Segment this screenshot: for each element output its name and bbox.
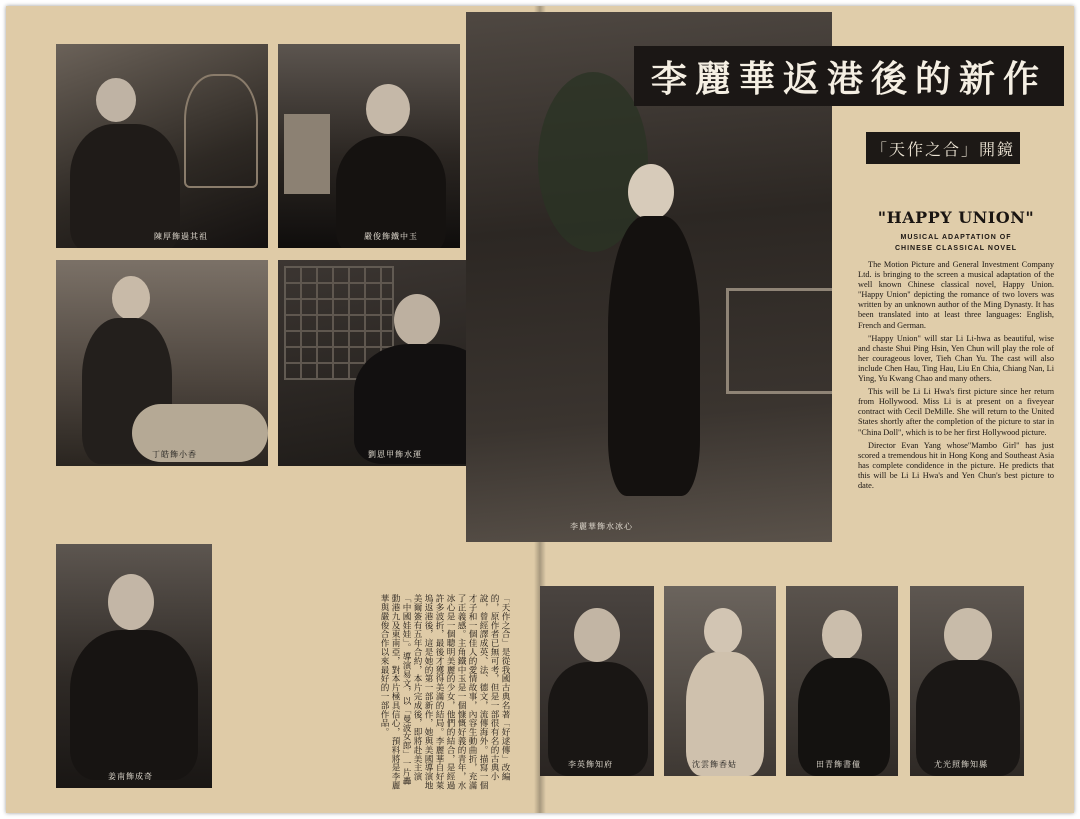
photo-shen-yun (664, 586, 776, 776)
photo-tien-ching (786, 586, 898, 776)
caption-1: 陳厚飾過其祖 (154, 232, 208, 241)
english-subtitle-line-2: CHINESE CLASSICAL NOVEL (894, 245, 1018, 252)
chinese-article-text: 「天作之合」是從我國古典名著「好逑傳」改編的，原作者已無可考，但是一部很有名的古典小說，曾經譯成英、法、德文，流傳海外。描寫一個才子和一個佳人的愛情故事，內容生動曲折，充滿了正義感。主角鐵中玉是一個慷慨好義的青年，水冰心是一個聰明美麗的少女，他們的結合，是經過許多波折，最後才獲得美滿的結局。李麗華自好萊塢返港後，這是她的第一部新作，她與美國導演地美爾簽有五年合約，本片完成後，即將赴美主演「中國娃娃」。導演易文，以「曼波女郎」一片轟動港九及東南亞，對本片極具信心，預料將是李麗華與嚴俊合作以來最好的一部作品。 (379, 594, 510, 790)
photo-li-ying (540, 586, 654, 776)
left-page (6, 6, 540, 813)
english-subtitle (858, 232, 1054, 254)
english-paragraph-3: This will be Li Li Hwa's first picture since her return from Hollywood. Miss Li is at present on a fiveyear contract with Cecil DeMille. She will return to the United States shortly after the completion of the picture to star in "China Doll", which is to be her first Hollywood picture. (858, 387, 1054, 437)
english-title: "HAPPY UNION" (877, 208, 1035, 227)
english-paragraph-4: Director Evan Yang whose"Mambo Girl" has just scored a tremendous hit in Hong Kong and Southeast Asia has complete condidence in the picture. He predicts that this will be Li Li Hwa's and Yen Chun's best picture to date. (858, 440, 1054, 490)
caption-6: 姜南飾成奇 (108, 772, 153, 781)
photo-ting-hau (56, 260, 268, 466)
caption-5: 李麗華飾水冰心 (570, 522, 633, 531)
caption-7: 李英飾知府 (568, 760, 613, 769)
caption-8: 沈雲飾香姑 (692, 760, 737, 769)
caption-4: 劉恩甲飾水運 (368, 450, 422, 459)
photo-yu-kwang-chao (910, 586, 1024, 776)
english-paragraph-2: "Happy Union" will star Li Li-hwa as beautiful, wise and chaste Shui Ping Hsin, Yen Chun will play the role of her courageous lover, Tieh Chan Yu. The cast will also include Chen Hau, Ting Hau, Liu En Chia, Chiang Nan, Li Ying, Yu Kwang Chao and many others. (858, 333, 1054, 384)
caption-2: 嚴俊飾鐵中玉 (364, 232, 418, 241)
photo-yen-chun (278, 44, 460, 248)
caption-9: 田青飾書僮 (816, 760, 861, 769)
english-article (858, 260, 1054, 494)
caption-3: 丁皓飾小香 (152, 450, 197, 459)
feature-tag: 「天作之合」開鏡 (866, 132, 1020, 164)
photo-chiang-nan (56, 544, 212, 788)
english-subtitle-line-1: MUSICAL ADAPTATION OF (900, 234, 1012, 241)
page-headline: 李麗華返港後的新作 (634, 46, 1064, 106)
english-paragraph-1: The Motion Picture and General Investment Company Ltd. is bringing to the screen a musical adaptation of the well known Chinese classical novel, Happy Union. "Happy Union" depicting the romance of two lovers was written by an unknown author of the Ming Dynasty. It has been translated into at least three languages: English, French and German. (858, 260, 1054, 330)
magazine-spread (6, 6, 1074, 813)
photo-chen-hou-bird-cage (56, 44, 268, 248)
caption-10: 尤光照飾知縣 (934, 760, 988, 769)
